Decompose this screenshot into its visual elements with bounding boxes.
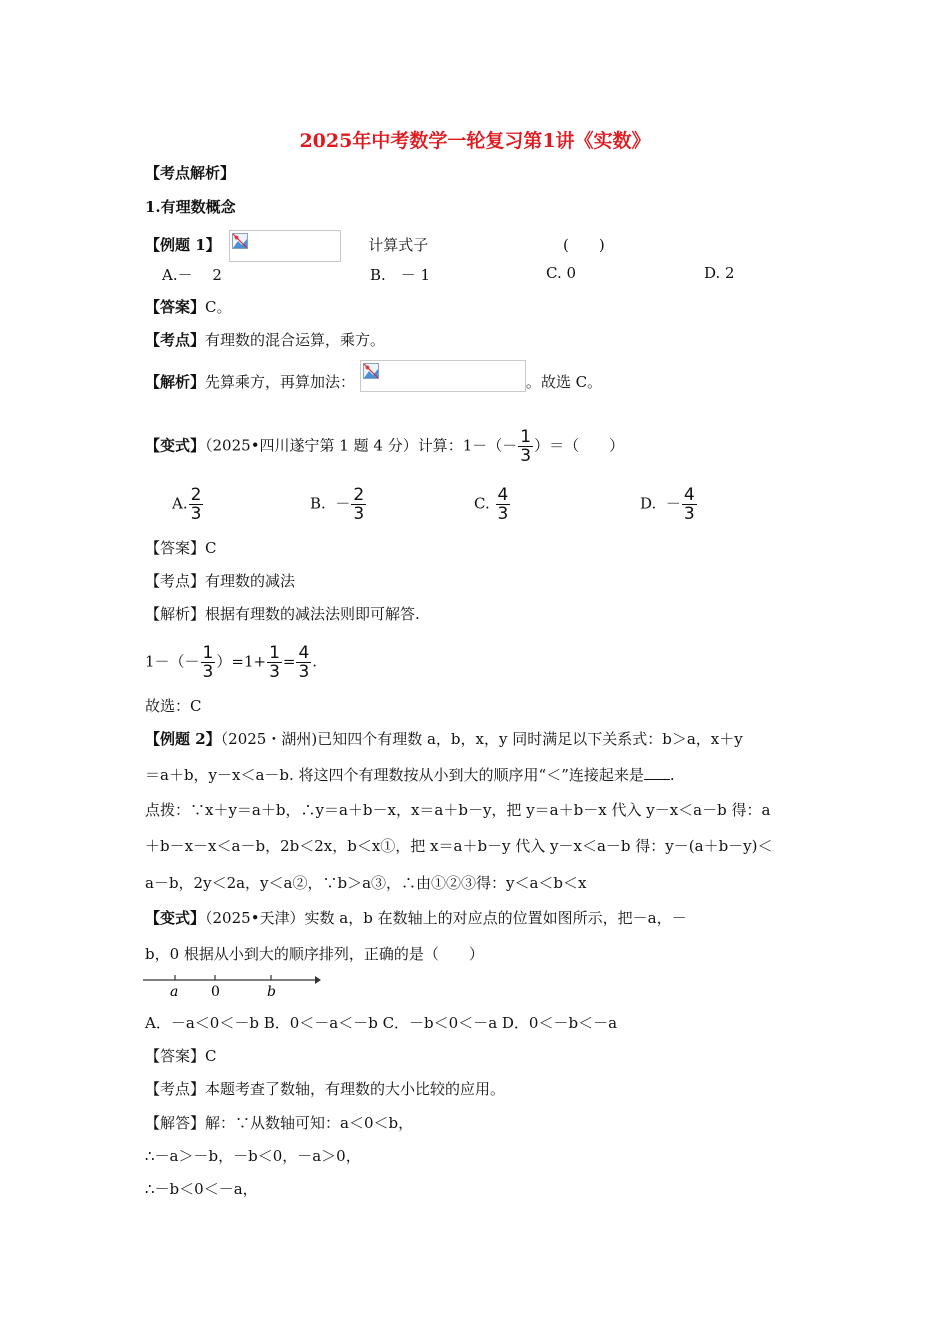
variant1-choose: 故选：C bbox=[145, 697, 202, 715]
variant1-label: 【变式】 bbox=[145, 436, 206, 455]
example1-option-c: C. 0 bbox=[546, 264, 577, 282]
example1-option-b: B. － 1 bbox=[370, 266, 431, 284]
variant1-option-d: D. － $\frac{4}{3}$ bbox=[640, 485, 695, 524]
variant1-answer: 【答案】C bbox=[145, 539, 217, 557]
point-label: 【考点】 bbox=[145, 331, 206, 349]
axis-label-0: 0 bbox=[211, 984, 220, 1000]
example1-answer bbox=[145, 297, 232, 317]
variant2-solve1: 【解答】解：∵从数轴可知：a＜0＜b， bbox=[145, 1114, 414, 1132]
fraction: $\frac{1}{3}$ bbox=[520, 427, 532, 466]
image-placeholder-icon bbox=[232, 233, 248, 249]
example1-stem bbox=[145, 230, 605, 262]
variant1-option-c: C. $\frac{4}{3}$ bbox=[474, 485, 509, 524]
example1-paren: ( ) bbox=[563, 236, 605, 254]
answer-label: 【答案】 bbox=[145, 298, 206, 316]
section-heading: 【考点解析】 bbox=[145, 164, 236, 182]
example1-point bbox=[145, 330, 385, 350]
variant2-label: 【变式】 bbox=[145, 909, 206, 927]
variant2-point: 【考点】本题考查了数轴，有理数的大小比较的应用。 bbox=[145, 1080, 506, 1098]
variant1-stem-post: ）＝（ ） bbox=[534, 436, 625, 455]
example1-label: 【例题 1】 bbox=[145, 236, 221, 254]
example1-option-a: A.－ 2 bbox=[162, 266, 222, 284]
point-value: 有理数的混合运算，乘方。 bbox=[205, 331, 386, 349]
example1-analysis bbox=[145, 372, 602, 392]
variant1-analysis: 【解析】根据有理数的减法法则即可解答. bbox=[145, 605, 420, 623]
variant1-stem bbox=[145, 428, 624, 465]
broken-image-icon bbox=[360, 360, 526, 392]
example2-hint1: 点拨：∵x＋y＝a＋b，∴y＝a＋b－x，x＝a＋b－y，把 y＝a＋b－x 代入 y－x＜a－b 得：a bbox=[145, 801, 771, 819]
variant2-line2: b，0 根据从小到大的顺序排列，正确的是（ ） bbox=[145, 945, 484, 963]
example2-line1: 【例题 2】（2025・湖州)已知四个有理数 a，b，x，y 同时满足以下关系式：b＞a，x＋y bbox=[145, 730, 743, 748]
axis-label-a: a bbox=[170, 984, 179, 1000]
example1-option-d: D. 2 bbox=[704, 264, 735, 282]
page-title: 2025年中考数学一轮复习第1讲《实数》 bbox=[299, 130, 651, 152]
variant2-answer: 【答案】C bbox=[145, 1047, 217, 1065]
analysis-label: 【解析】 bbox=[145, 373, 206, 391]
arrow-right-icon bbox=[315, 976, 321, 984]
answer-blank bbox=[644, 779, 670, 780]
broken-image-icon bbox=[229, 230, 341, 262]
image-placeholder-icon bbox=[363, 363, 379, 379]
variant1-option-a: A. $\frac{2}{3}$ bbox=[172, 485, 202, 524]
example2-label: 【例题 2】 bbox=[145, 730, 221, 748]
variant1-stem-pre: （2025•四川遂宁第 1 题 4 分）计算：1－（－ bbox=[205, 436, 518, 455]
variant1-point: 【考点】有理数的减法 bbox=[145, 572, 296, 590]
variant2-line1: 【变式】（2025•天津）实数 a，b 在数轴上的对应点的位置如图所示，把－a，－ bbox=[145, 909, 687, 927]
variant1-calc: 1－（－ $\frac{1}{3}$ ）=1+ $\frac{1}{3}$ = $\frac{4}{3}$ . bbox=[145, 643, 318, 682]
analysis-end: 。故选 C。 bbox=[525, 373, 603, 391]
example2-hint2: ＋b－x－x＜a－b，2b＜2x，b＜x①，把 x＝a＋b－y 代入 y－x＜a－b 得：y－(a＋b－y)＜ bbox=[145, 837, 773, 855]
number-line-figure bbox=[143, 970, 323, 1002]
variant1-option-b: B. － $\frac{2}{3}$ bbox=[310, 485, 365, 524]
variant2-solve2: ∴－a＞－b，－b＜0，－a＞0， bbox=[145, 1147, 361, 1165]
topic-heading: 1.有理数概念 bbox=[145, 198, 236, 216]
answer-value: C。 bbox=[205, 298, 232, 316]
variant2-options: A．－a＜0＜－b B．0＜－a＜－b C．－b＜0＜－a D．0＜－b＜－a bbox=[145, 1014, 618, 1032]
example1-text: 计算式子 bbox=[368, 236, 429, 254]
axis-label-b: b bbox=[267, 984, 276, 1000]
example2-hint3: a－b，2y＜2a，y＜a②，∵b＞a③，∴由①②③得：y＜a＜b＜x bbox=[145, 874, 587, 892]
analysis-text: 先算乘方，再算加法： bbox=[205, 373, 356, 391]
variant2-solve3: ∴－b＜0＜－a， bbox=[145, 1180, 258, 1198]
example2-line2: ＝a＋b，y－x＜a－b. 将这四个有理数按从小到大的顺序用“＜”连接起来是 . bbox=[145, 766, 675, 784]
